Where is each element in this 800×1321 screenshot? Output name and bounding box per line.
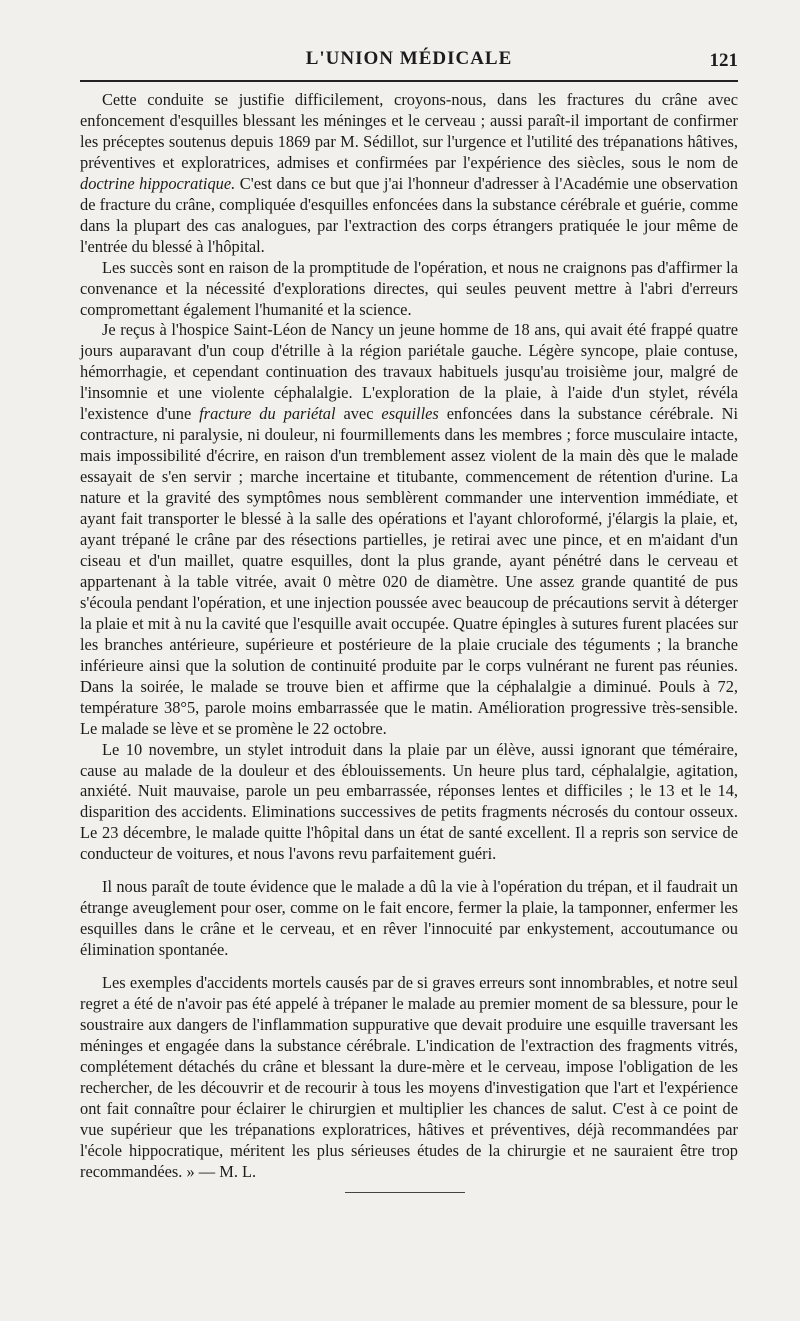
paragraph-3-text: Je reçus à l'hospice Saint-Léon de Nancy un jeune homme de 18 ans, qui avait été frappé quatre jours auparavant d'un coup d'étrille à la région pariétale gauche. Légère syncope, plaie contuse, hémorrhagie, et cependant continuation des travaux habituels jusqu'au troisième jour, malgré de l'insomnie et une violente céphalalgie. L'exploration de la plaie, à l'aide d'un stylet, révéla l'existence d'une: [80, 320, 738, 424]
page-header: [80, 40, 738, 74]
article-body: [80, 90, 738, 1183]
paragraph-3-text-end: enfoncées dans la substance cérébrale. Ni contracture, ni paralysie, ni douleur, ni fourmillements dans les membres ; force musculaire intacte, mais impossibilité d'écrire, en raison d'un tremblement assez violent de la main dès que le malade essayait de s'en servir ; marche incertaine et titubante, commencement de rétention d'urine. La nature et la gravité des symptômes nous semblèrent commander une intervention immédiate, et ayant fait transporter le blessé à la salle des opérations et l'ayant chloroformé, j'élargis la plaie, et, ayant trépané le crâne par des résections partielles, je retirai avec une pince, et en m'aidant d'un ciseau et d'un maillet, quatre esquilles, dont la plus grande, ayant pénétré dans le cerveau et appartenant à la table vitrée, avait 0 mètre 020 de diamètre. Une assez grande quantité de pus s'écoula pendant l'opération, et une injection poussée avec beaucoup de précautions servit à déterger la plaie et mit à nu la cavité que l'esquille avait occupée. Quatre épingles à sutures furent placées sur les branches antérieure, supérieure et postérieure de la plaie cruciale des téguments ; la branche inférieure ainsi que la solution de continuité produite par le corps vulnérant ne furent pas réunies. Dans la soirée, le malade se trouve bien et affirme que la céphalalgie a diminué. Pouls à 72, température 38°5, parole moins embarrassée que le matin. Amélioration progressive très-sensible. Le malade se lève et se promène le 22 octobre.: [80, 404, 739, 738]
paragraph-3-italic: fracture du pariétal: [199, 404, 336, 424]
paragraph-1-italic: doctrine hippocratique.: [80, 173, 236, 193]
paragraph-3-italic-2: esquilles: [381, 404, 439, 424]
paragraph-5: Il nous paraît de toute évidence que le malade a dû la vie à l'opération du trépan, et il faudrait un étrange aveuglement pour oser, comme on le fait encore, fermer la plaie, la tamponner, enfermer les esquilles dans le crâne et le cerveau, et en rêver l'innocuité par enkystement, accoutumance ou élimination spontanée.: [80, 877, 738, 960]
paragraph-1-text: Cette conduite se justifie difficilement, croyons-nous, dans les fractures du crâne avec enfoncement d'esquilles blessant les méninges et le cerveau ; aussi paraît-il important de confirmer les préceptes soutenus depuis 1869 par M. Sédillot, sur l'urgence et l'utilité des trépanations hâtives, préventives et exploratrices, admises et confirmées par l'expérience des siècles, sous le nom de: [80, 90, 738, 172]
paragraph-3-text-mid: avec: [335, 404, 382, 424]
header-rule: [80, 80, 738, 82]
paragraph-4: Le 10 novembre, un stylet introduit dans la plaie par un élève, aussi ignorant que téméraire, cause au malade de la douleur et des éblouissements. Un heure plus tard, céphalalgie, agitation, anxiété. Nuit mauvaise, parole un peu embarrassée, réponses lentes et difficiles ; le 13 et le 14, disparition des accidents. Eliminations successives de petits fragments nécrosés du contour osseux. Le 23 décembre, le malade quitte l'hôpital dans un état de santé excellent. Il a repris son service de conducteur de voitures, et nous l'avons revu parfaitement guéri.: [80, 739, 738, 864]
running-title: L'UNION MÉDICALE: [305, 48, 513, 69]
footer-rule: [345, 1192, 465, 1193]
page-number: 121: [709, 50, 738, 71]
paragraph-3: [80, 320, 738, 739]
paragraph-1: [80, 90, 738, 258]
paragraph-2: Les succès sont en raison de la promptitude de l'opération, et nous ne craignons pas d'affirmer la convenance et la nécessité d'explorations directes, qui seules peuvent mettre à l'abri d'erreurs compromettant également l'humanité et la science.: [80, 257, 738, 319]
paragraph-1-text-end: C'est dans ce but que j'ai l'honneur d'adresser à l'Académie une observation de fracture du crâne, compliquée d'esquilles enfoncées dans la substance cérébrale et guérie, comme dans la plupart des cas analogues, par l'extraction des corps étrangers pratiquée le jour même de l'entrée du blessé à l'hôpital.: [80, 173, 739, 256]
paragraph-6: Les exemples d'accidents mortels causés par de si graves erreurs sont innombrables, et notre seul regret a été de n'avoir pas été appelé à trépaner le malade au premier moment de sa blessure, pour le soustraire aux dangers de l'inflammation suppurative que devait produire une esquille traversant les méninges et engagée dans la substance cérébrale. L'indication de l'extraction des fragments vitrés, complétement détachés du crâne et blessant la dure-mère et le cerveau, impose l'obligation de les rechercher, de les découvrir et de recourir à tous les moyens d'investigation que l'art et l'expérience ont fait connaître pour éclairer le chirurgien et multiplier les chances de salut. C'est à ce point de vue supérieur que les trépanations exploratrices, hâtives et préventives, déjà recommandées par l'école hippocratique, méritent les plus sérieuses études de la chirurgie et ne sauraient être trop recommandées. » — M. L.: [80, 973, 738, 1181]
